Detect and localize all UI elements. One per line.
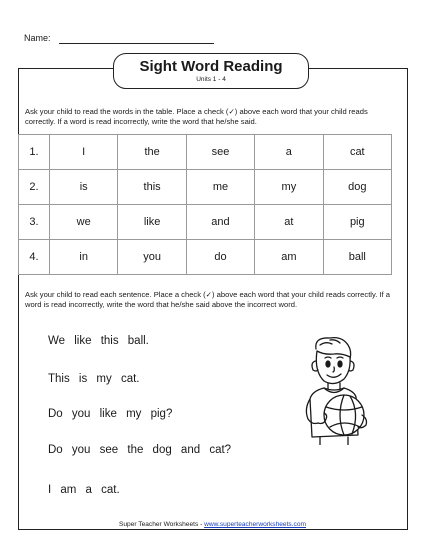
sentence-instructions: Ask your child to read each sentence. Place a check (✓) above each word that your child reads correctly. If a word is read incorrectly, write the word that he/she said above the incorrect word. xyxy=(25,290,390,309)
word-cell: the xyxy=(118,135,186,170)
word-cell: ball xyxy=(323,240,391,275)
word-cell: in xyxy=(50,240,118,275)
page-title: Sight Word Reading xyxy=(139,58,283,75)
table-row xyxy=(19,240,392,275)
word-cell: me xyxy=(186,170,254,205)
word-cell: we xyxy=(50,205,118,240)
word-cell: this xyxy=(118,170,186,205)
boy-holding-ball-icon xyxy=(290,335,390,445)
sentence: I am a cat. xyxy=(48,484,120,496)
word-cell: cat xyxy=(323,135,391,170)
sentence: We like this ball. xyxy=(48,335,149,347)
row-number: 2. xyxy=(19,170,50,205)
title-box xyxy=(113,53,309,89)
word-cell: is xyxy=(50,170,118,205)
word-cell: like xyxy=(118,205,186,240)
row-number: 3. xyxy=(19,205,50,240)
footer-text: Super Teacher Worksheets - xyxy=(118,521,205,528)
word-cell: and xyxy=(186,205,254,240)
word-cell: dog xyxy=(323,170,391,205)
row-number: 1. xyxy=(19,135,50,170)
table-row xyxy=(19,135,392,170)
name-line[interactable] xyxy=(59,43,214,44)
word-cell: pig xyxy=(323,205,391,240)
word-table xyxy=(18,134,392,275)
word-cell: I xyxy=(50,135,118,170)
word-cell: am xyxy=(255,240,323,275)
row-number: 4. xyxy=(19,240,50,275)
table-row xyxy=(19,205,392,240)
word-cell: see xyxy=(186,135,254,170)
word-cell: you xyxy=(118,240,186,275)
sentence: This is my cat. xyxy=(48,373,140,385)
sentence: Do you see the dog and cat? xyxy=(48,444,232,456)
page-subtitle: Units 1 - 4 xyxy=(196,76,226,83)
word-cell: at xyxy=(255,205,323,240)
word-cell: do xyxy=(186,240,254,275)
table-row xyxy=(19,170,392,205)
word-cell: my xyxy=(255,170,323,205)
footer xyxy=(0,521,425,528)
sentence: Do you like my pig? xyxy=(48,408,173,420)
footer-link[interactable]: www.superteacherworksheets.com xyxy=(204,521,307,528)
word-table-instructions: Ask your child to read the words in the table. Place a check (✓) above each word that your child reads correctly. If a word is read incorrectly, write the word that he/she said. xyxy=(25,107,368,126)
word-cell: a xyxy=(255,135,323,170)
name-label: Name: xyxy=(24,33,51,43)
